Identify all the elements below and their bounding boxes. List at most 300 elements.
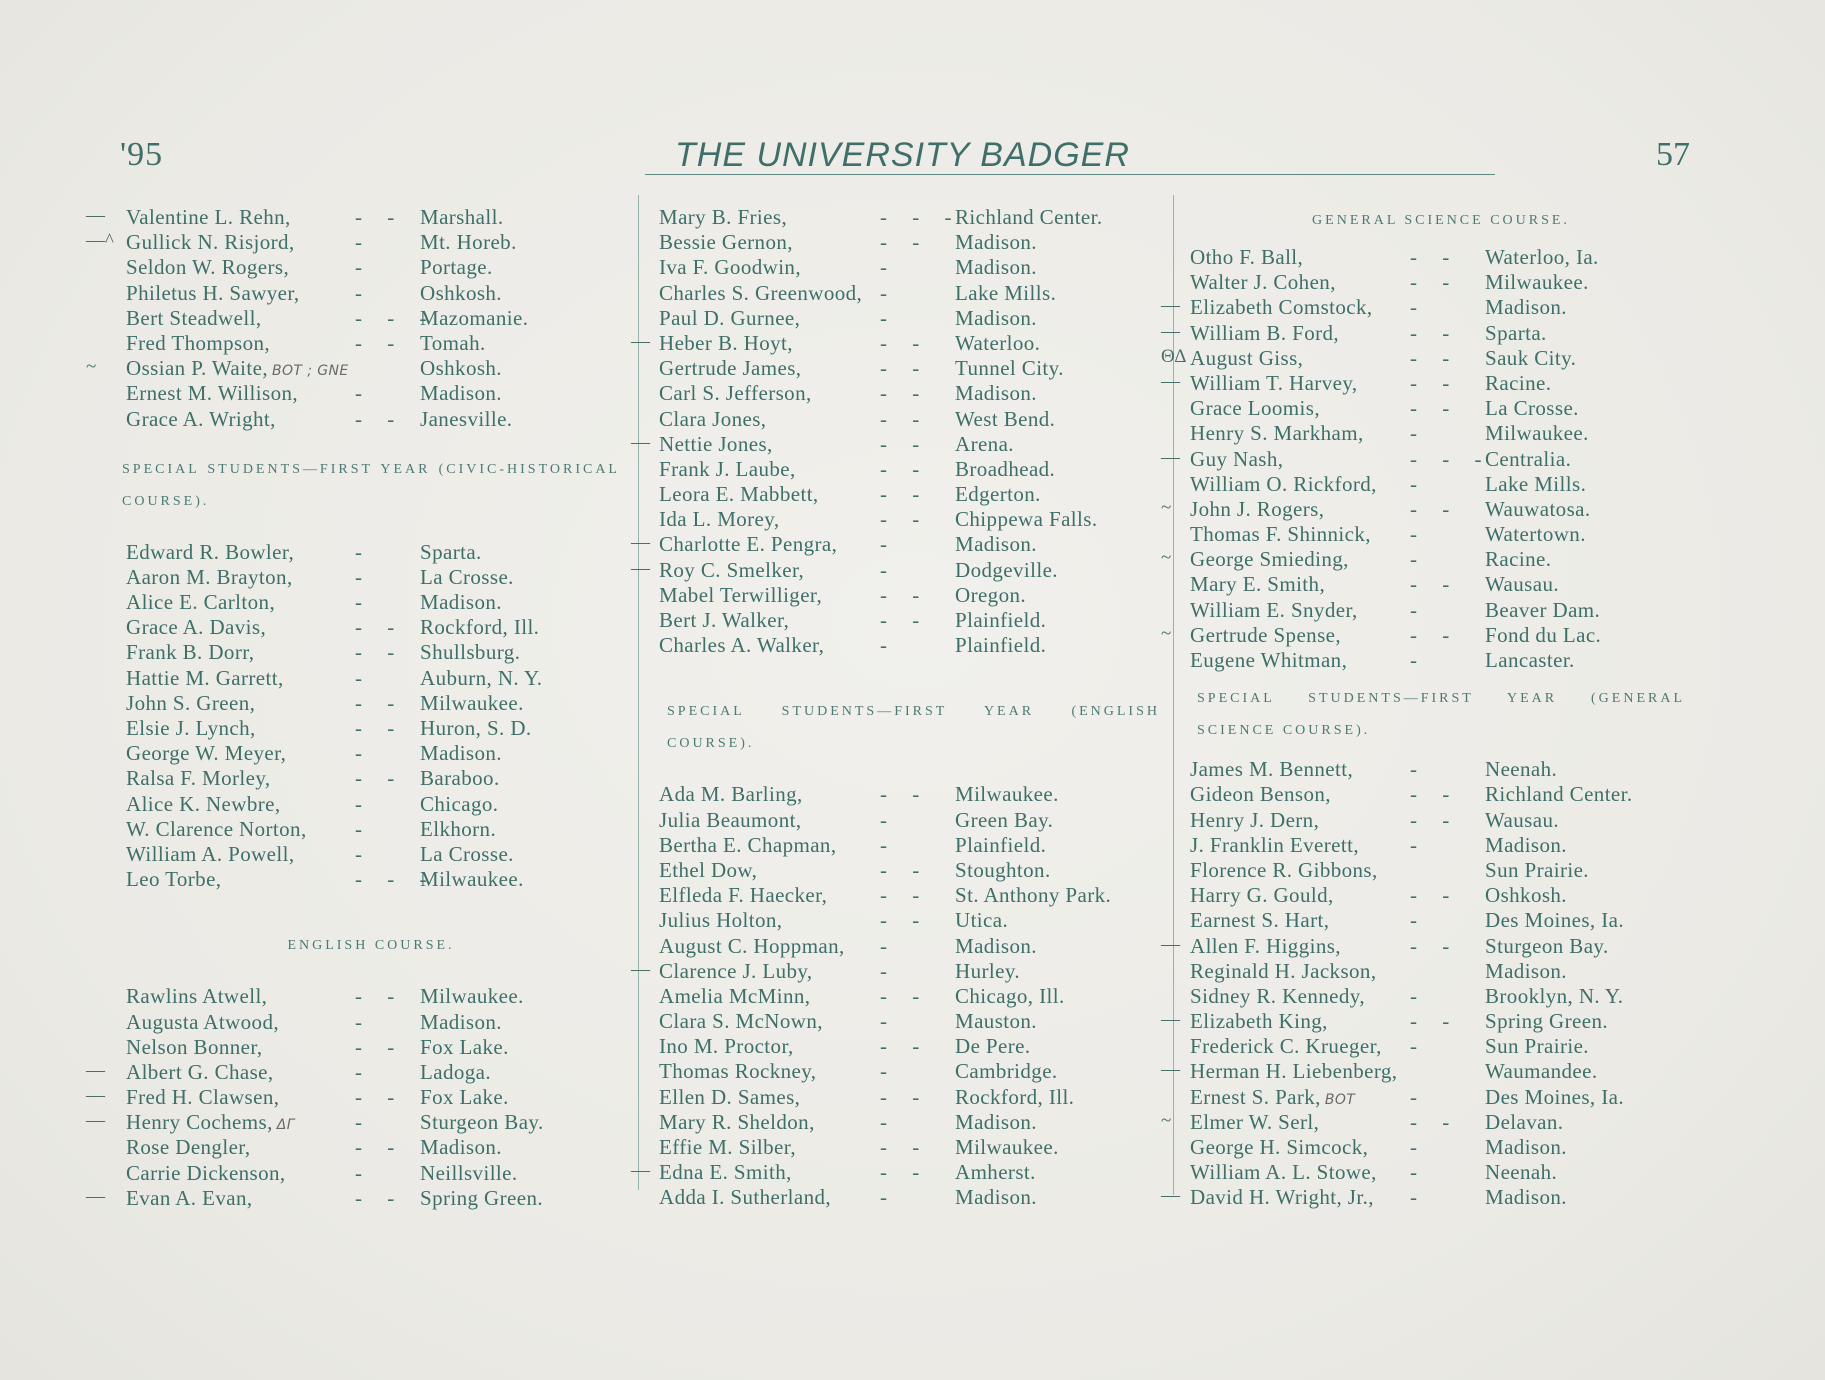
student-entry [1175,598,1695,623]
student-entry [100,615,630,640]
student-name [126,565,293,590]
student-name-text: Frank B. Dorr, [126,640,255,665]
hometown: Plainfield. [955,633,1047,658]
hometown: Waterloo, Ia. [1485,245,1599,269]
student-name [126,640,254,665]
leader-dashes: - [880,1185,897,1210]
student-entry [631,557,1170,583]
page-header [120,130,1700,180]
student-name-text: Rose Dengler, [126,1135,251,1160]
student-name-text: Philetus H. Sawyer, [126,280,300,305]
leader-dashes: - - - [1410,446,1492,471]
student-name [1190,572,1325,597]
margin-mark: — [1161,1009,1180,1031]
hometown: Rockford, Ill. [420,615,540,640]
hometown: De Pere. [955,1034,1031,1059]
leader-dashes: - [880,832,897,857]
student-entry [645,306,1170,331]
student-entry [86,356,630,381]
student-entry [631,431,1170,457]
hometown: Rockford, Ill. [955,1084,1075,1109]
student-entry [100,331,630,356]
student-entry [1161,547,1695,572]
student-name-text: Ralsa F. Morley, [126,766,271,791]
hometown: Portage. [420,255,493,280]
student-name [126,205,291,230]
handwritten-annotation: ΔΓ [276,1117,295,1134]
student-name [659,1059,816,1084]
leader-dashes: - - [1410,883,1460,908]
student-name [126,842,295,867]
hometown: Richland Center. [1485,782,1633,807]
hometown: Madison. [1485,1185,1567,1210]
student-name [659,230,793,255]
student-name-text: George H. Simcock, [1190,1135,1369,1159]
hometown: Madison. [955,1185,1037,1210]
student-name-text: Gideon Benson, [1190,782,1331,807]
student-name [1190,497,1324,522]
margin-mark: ~ [1161,547,1172,569]
hometown: Mt. Horeb. [420,230,517,255]
student-entry [1161,1009,1695,1034]
student-name [659,432,773,457]
student-entry [100,306,630,331]
student-name-text: Earnest S. Hart, [1190,908,1330,933]
student-name [1190,833,1359,858]
student-name-text: Grace A. Davis, [126,615,267,640]
leader-dashes: - - [880,983,930,1008]
student-name [659,532,837,557]
margin-mark: — [86,1059,105,1081]
student-name [126,1135,251,1160]
margin-mark: — [86,1110,105,1132]
student-entry [100,984,630,1009]
student-name [659,858,757,883]
year-label: '95 [120,136,164,173]
hometown: Huron, S. D. [420,716,532,740]
margin-mark: ~ [1161,622,1172,644]
leader-dashes: - [1410,1084,1427,1109]
student-list [1161,245,1695,673]
student-name-text: Ernest M. Willison, [126,381,299,406]
student-name-text: Albert G. Chase, [126,1059,274,1084]
student-entry [1175,472,1695,497]
student-entry [1175,396,1695,421]
student-name-text: Florence R. Gibbons, [1190,857,1378,882]
student-name [1190,757,1353,782]
student-name [659,984,810,1009]
leader-dashes: - - [880,356,930,381]
student-name [659,883,827,908]
student-entry [100,691,630,716]
student-entry [1175,1160,1695,1185]
student-name [126,716,256,741]
student-name-text: Paul D. Gurnee, [659,305,801,330]
student-name [659,331,793,356]
leader-dashes: - - [355,640,405,665]
hometown: Utica. [955,908,1009,933]
margin-mark: — [631,557,650,579]
student-entry [1175,245,1695,270]
student-entry [1161,1109,1695,1135]
margin-mark: — [86,1185,105,1207]
student-name-text: Henry Cochems, [126,1110,273,1135]
hometown: Spring Green. [420,1185,544,1210]
student-entry [100,766,630,791]
student-name-text: Grace A. Wright, [126,406,276,431]
student-entry [100,716,630,741]
leader-dashes: - - [355,716,405,740]
student-name-text: Fred H. Clawsen, [126,1085,280,1110]
column-3 [1161,205,1695,1211]
student-name-text: Ethel Dow, [659,857,758,882]
hometown: Milwaukee. [1485,270,1589,295]
student-name [126,817,307,842]
hometown: Stoughton. [955,857,1051,882]
student-entry [645,782,1170,807]
student-name [659,1085,800,1110]
student-name [659,356,801,381]
leader-dashes: - - [880,381,930,406]
student-entry [86,230,630,255]
student-name [1190,908,1329,933]
student-entry [1161,320,1695,346]
hometown: Milwaukee. [420,984,524,1009]
student-name-text: Frederick C. Krueger, [1190,1034,1382,1059]
leader-dashes: - - [880,1160,930,1185]
student-entry [631,1160,1170,1185]
student-name [126,540,294,565]
leader-dashes: - - [880,456,930,481]
student-name [1190,1059,1397,1084]
student-name [659,457,796,482]
student-name-text: Edna E. Smith, [659,1160,792,1185]
student-name-text: Bessie Gernon, [659,230,793,255]
hometown: Chicago, Ill. [955,983,1065,1008]
hometown: Chicago. [420,791,499,816]
student-name [126,1186,253,1211]
hometown: Milwaukee. [955,1135,1059,1159]
leader-dashes: - [1410,1160,1427,1185]
student-entry [1161,496,1695,522]
leader-dashes: - - [1410,396,1460,421]
student-name [659,507,779,532]
student-name-text: Clarence J. Luby, [659,958,813,983]
hometown: Fox Lake. [420,1085,509,1110]
student-entry [1175,833,1695,858]
leader-dashes: - - [1410,572,1460,597]
student-name [1190,1085,1355,1110]
student-name-text: Nettie Jones, [659,431,773,456]
leader-dashes: - - [880,608,930,632]
hometown: Baraboo. [420,766,500,791]
leader-dashes: - - [880,883,930,908]
leader-dashes: - [1410,522,1427,547]
student-name [1190,1110,1319,1135]
student-entry [1175,1135,1695,1160]
hometown: Fox Lake. [420,1034,509,1059]
student-entry [86,1085,630,1110]
student-name-text: Elizabeth Comstock, [1190,295,1373,320]
hometown: Sparta. [1485,320,1547,345]
student-name-text: Ossian P. Waite, [126,356,268,381]
student-name-text: J. Franklin Everett, [1190,832,1359,857]
student-name [659,255,801,280]
student-entry [645,407,1170,432]
student-name-text: William T. Harvey, [1190,370,1358,395]
leader-dashes: - [355,1009,372,1034]
student-name-text: William O. Rickford, [1190,471,1377,496]
student-entry [1175,908,1695,933]
student-entry [1161,622,1695,648]
student-name-text: Gertrude Spense, [1190,622,1342,647]
leader-dashes: - [1410,597,1427,622]
leader-dashes: - [1410,1135,1427,1159]
spacer [100,962,630,984]
hometown: Madison. [1485,832,1567,857]
student-name [126,741,286,766]
student-entry [100,590,630,615]
leader-dashes: - - [355,406,405,431]
student-name [1190,1009,1328,1034]
student-name-text: Charles S. Greenwood, [659,280,863,305]
hometown: Cambridge. [955,1059,1058,1084]
leader-dashes: - - [355,1185,405,1210]
hometown: Mazomanie. [420,305,529,330]
column-1 [86,205,630,1211]
student-entry [100,540,630,565]
student-name-text: William A. Powell, [126,841,295,866]
leader-dashes: - [880,1009,897,1034]
hometown: Madison. [420,1135,502,1160]
leader-dashes: - - [355,766,405,791]
page-title: THE UNIVERSITY BADGER [675,136,1130,174]
student-entry [645,381,1170,406]
student-name-text: Heber B. Hoyt, [659,330,793,355]
hometown: Madison. [955,381,1037,406]
hometown: Plainfield. [955,608,1047,632]
hometown: Neenah. [1485,1160,1558,1185]
hometown: Spring Green. [1485,1009,1609,1034]
leader-dashes: - - - [355,867,437,892]
spacer [1175,237,1695,245]
student-name [1190,346,1303,371]
hometown: Sun Prairie. [1485,857,1589,882]
student-name [126,766,271,791]
student-name-text: Leora E. Mabbett, [659,482,819,507]
student-name-text: W. Clarence Norton, [126,816,307,841]
student-entry [100,741,630,766]
student-name-text: Amelia McMinn, [659,983,811,1008]
student-entry [645,1009,1170,1034]
student-entry [645,1110,1170,1135]
student-entry [1175,1034,1695,1059]
student-name [1190,447,1283,472]
margin-mark: ΘΔ [1161,345,1187,367]
student-name-text: Fred Thompson, [126,330,271,355]
student-name [1190,648,1347,673]
student-entry [645,1085,1170,1110]
student-name [659,808,801,833]
student-name [126,1161,286,1186]
student-name-text: Elsie J. Lynch, [126,716,256,740]
student-name-text: John J. Rogers, [1190,496,1325,521]
student-name [659,1034,794,1059]
student-name-text: Carrie Dickenson, [126,1160,286,1185]
student-name [1190,1185,1374,1210]
margin-mark: ~ [86,356,97,378]
student-name-text: Sidney R. Kennedy, [1190,983,1365,1008]
student-name-text: Harry G. Gould, [1190,883,1334,908]
hometown: La Crosse. [1485,396,1579,421]
margin-mark: — [86,1085,105,1107]
leader-dashes: - - [355,1034,405,1059]
page-number: 57 [1656,136,1690,173]
student-name [1190,782,1331,807]
hometown: Des Moines, Ia. [1485,908,1624,933]
student-entry [100,565,630,590]
student-name-text: George Smieding, [1190,547,1349,572]
student-entry [645,808,1170,833]
student-name-text: Eugene Whitman, [1190,648,1348,672]
hometown: Madison. [955,933,1037,958]
student-entry [1175,883,1695,908]
student-entry [645,934,1170,959]
student-name-text: Charlotte E. Pengra, [659,532,838,557]
leader-dashes: - [355,564,372,589]
leader-dashes: - - [880,908,930,933]
student-entry [1175,984,1695,1009]
leader-dashes: - - [880,330,930,355]
student-entry [645,205,1170,230]
leader-dashes: - - [880,782,930,807]
student-entry [1161,370,1695,396]
student-name-text: Allen F. Higgins, [1190,933,1341,958]
hometown: Brooklyn, N. Y. [1485,983,1624,1008]
column-2 [631,205,1170,1211]
hometown: Elkhorn. [420,816,497,841]
margin-mark: — [631,431,650,453]
student-entry [645,883,1170,908]
hometown: Shullsburg. [420,640,521,665]
hometown: Richland Center. [955,205,1103,229]
section-heading-english-course: ENGLISH COURSE. [287,938,455,954]
leader-dashes: - [1410,757,1427,782]
hometown: Sauk City. [1485,345,1577,370]
hometown: Broadhead. [955,456,1056,481]
student-name [659,583,822,608]
student-name [126,255,289,280]
student-entry [100,666,630,691]
student-name [659,306,800,331]
leader-dashes: - [355,741,372,766]
student-entry [100,1135,630,1160]
hometown: Madison. [420,381,502,406]
hometown: Neillsville. [420,1160,518,1185]
leader-dashes: - - [355,984,405,1009]
student-entry [1161,345,1695,371]
student-name-text: Charles A. Walker, [659,633,825,658]
student-name-text: Julia Beaumont, [659,807,802,832]
student-entry [1175,858,1695,883]
student-entry [645,1135,1170,1160]
leader-dashes: - [355,1160,372,1185]
margin-mark: — [1161,446,1180,468]
student-name [659,407,766,432]
hometown: Madison. [420,1009,502,1034]
handwritten-annotation: BOT [1324,1091,1356,1108]
student-name-text: August C. Hoppman, [659,933,845,958]
student-name [1190,883,1334,908]
student-entry [1175,782,1695,807]
student-name-text: Julius Holton, [659,908,783,933]
spacer [645,658,1170,696]
leader-dashes: - - [1410,622,1460,647]
hometown: Centralia. [1485,446,1572,471]
hometown: Waterloo. [955,330,1041,355]
margin-mark: — [1161,295,1180,317]
leader-dashes: - [1410,471,1427,496]
hometown: West Bend. [955,406,1056,431]
hometown: Madison. [1485,295,1567,320]
student-entry [645,583,1170,608]
student-name [1190,858,1378,883]
leader-dashes: - - [1410,370,1460,395]
student-entry [1175,270,1695,295]
student-name [126,331,270,356]
spacer [1175,673,1695,683]
hometown: La Crosse. [420,841,514,866]
student-name-text: Valentine L. Rehn, [126,205,291,229]
student-name-text: William B. Ford, [1190,320,1340,345]
student-name-text: William E. Snyder, [1190,597,1358,622]
student-name [659,1135,796,1160]
student-name [659,608,789,633]
student-list [86,984,630,1211]
student-name [1190,547,1349,572]
student-entry [1175,959,1695,984]
student-entry [631,532,1170,557]
hometown: Madison. [420,590,502,615]
hometown: Arena. [955,431,1014,456]
hometown: St. Anthony Park. [955,883,1112,908]
margin-mark: — [631,532,650,554]
leader-dashes: - [1410,832,1427,857]
student-name [659,205,787,230]
hometown: Chippewa Falls. [955,507,1098,532]
leader-dashes: - - [1410,245,1460,269]
student-name [1190,984,1365,1009]
student-name [659,908,782,933]
hometown: Edgerton. [955,482,1041,507]
student-name-text: Edward R. Bowler, [126,539,295,564]
leader-dashes: - [1410,421,1427,446]
leader-dashes: - [355,665,372,690]
student-entry [100,1010,630,1035]
student-name-text: Alice E. Carlton, [126,590,276,615]
student-name [1190,1034,1382,1059]
leader-dashes: - [1410,547,1427,572]
leader-dashes: - - [355,1135,405,1160]
student-entry [100,842,630,867]
student-name-text: William A. L. Stowe, [1190,1160,1377,1185]
student-name-text: Reginald H. Jackson, [1190,958,1377,983]
hometown: Wausau. [1485,572,1560,597]
hometown: Fond du Lac. [1485,622,1602,647]
student-name-text: Gullick N. Risjord, [126,230,295,255]
leader-dashes: - [880,633,897,658]
student-entry [1175,421,1695,446]
